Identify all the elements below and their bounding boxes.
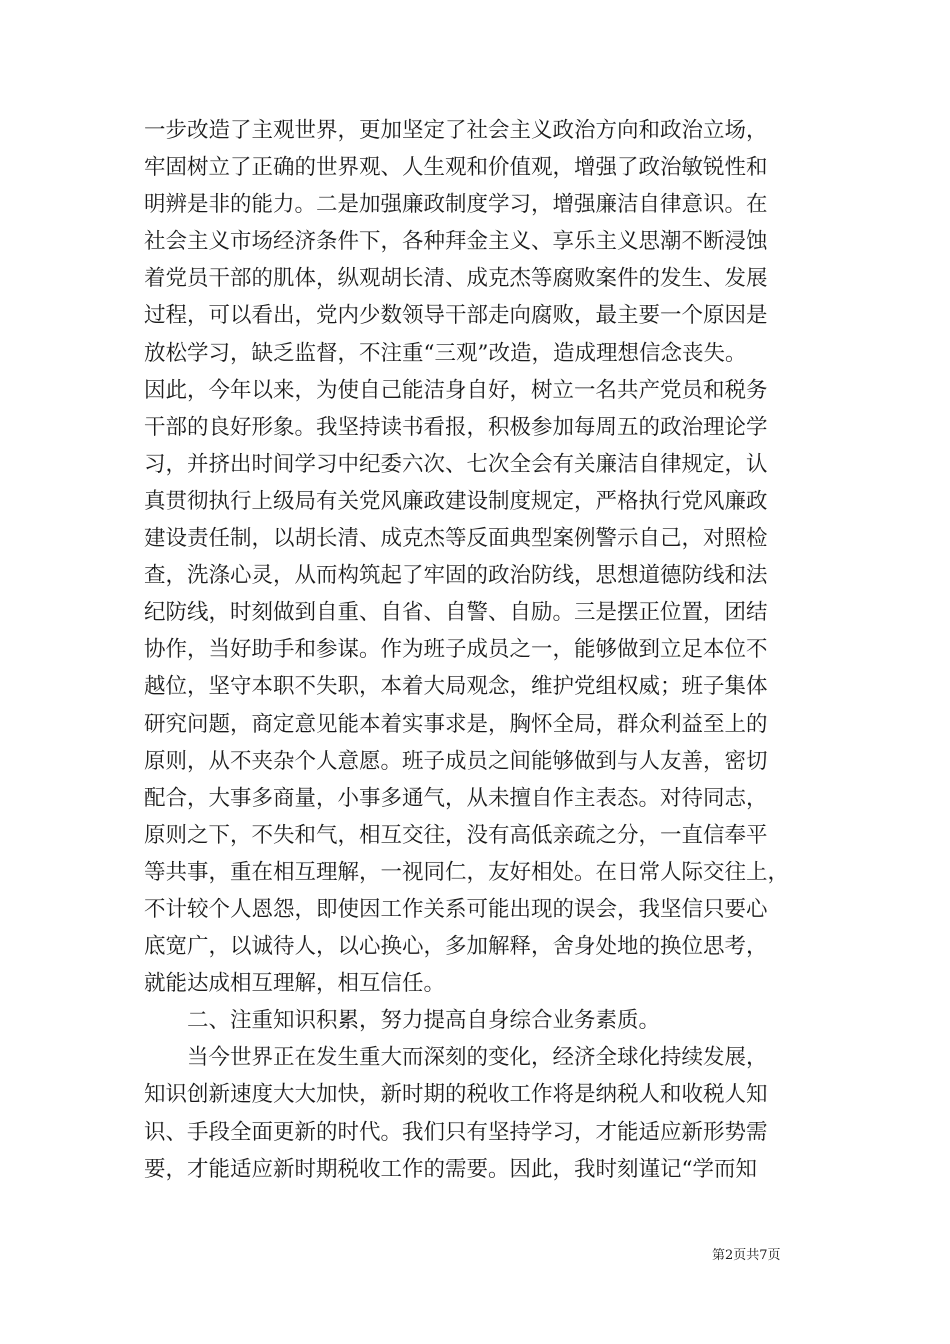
text-line: 知识创新速度大大加快，新时期的税收工作将是纳税人和收税人知 — [144, 1082, 768, 1108]
page-number: 第2页共7页 — [712, 1248, 781, 1263]
text-line: 配合，大事多商量，小事多通气，从未擅自作主表态。对待同志， — [144, 785, 768, 811]
text-line: 协作，当好助手和参谋。作为班子成员之一，能够做到立足本位不 — [144, 637, 768, 663]
text-line: 明辨是非的能力。二是加强廉政制度学习，增强廉洁自律意识。在 — [144, 192, 768, 218]
text-line: 干部的良好形象。我坚持读书看报，积极参加每周五的政治理论学 — [144, 414, 768, 440]
text-line: 过程，可以看出，党内少数领导干部走向腐败，最主要一个原因是 — [144, 303, 768, 329]
text-line: 一步改造了主观世界，更加坚定了社会主义政治方向和政治立场， — [144, 118, 768, 143]
text-line: 习，并挤出时间学习中纪委六次、七次全会有关廉洁自律规定，认 — [144, 451, 768, 477]
text-line: 就能达成相互理解，相互信任。 — [144, 971, 446, 997]
section-heading: 二、注重知识积累，努力提高自身综合业务素质。 — [187, 1008, 661, 1034]
text-line: 真贯彻执行上级局有关党风廉政建设制度规定，严格执行党风廉政 — [144, 488, 768, 514]
text-line: 牢固树立了正确的世界观、人生观和价值观，增强了政治敏锐性和 — [144, 155, 768, 181]
document-body — [144, 112, 824, 1188]
text-line: 因此，今年以来，为使自己能洁身自好，树立一名共产党员和税务 — [144, 377, 768, 403]
text-line: 不计较个人恩怨，即使因工作关系可能出现的误会，我坚信只要心 — [144, 896, 768, 922]
text-line: 查，洗涤心灵，从而构筑起了牢固的政治防线，思想道德防线和法 — [144, 563, 768, 589]
text-line: 原则，从不夹杂个人意愿。班子成员之间能够做到与人友善，密切 — [144, 748, 768, 774]
text-line: 等共事，重在相互理解，一视同仁，友好相处。在日常人际交往上， — [144, 859, 790, 885]
text-line: 要，才能适应新时期税收工作的需要。因此，我时刻谨记“学而知 — [144, 1156, 757, 1182]
paragraph-first-line: 当今世界正在发生重大而深刻的变化，经济全球化持续发展， — [187, 1045, 768, 1071]
text-line: 社会主义市场经济条件下，各种拜金主义、享乐主义思潮不断浸蚀 — [144, 229, 768, 255]
text-line: 着党员干部的肌体，纵观胡长清、成克杰等腐败案件的发生、发展 — [144, 266, 768, 292]
text-line: 越位，坚守本职不失职，本着大局观念，维护党组权威；班子集体 — [144, 674, 768, 700]
text-line: 放松学习，缺乏监督，不注重“三观”改造，造成理想信念丧失。 — [144, 340, 747, 366]
text-line: 研究问题，商定意见能本着实事求是，胸怀全局，群众利益至上的 — [144, 711, 768, 737]
text-line: 建设责任制，以胡长清、成克杰等反面典型案例警示自己，对照检 — [144, 526, 768, 552]
text-line: 纪防线，时刻做到自重、自省、自警、自励。三是摆正位置，团结 — [144, 600, 768, 626]
text-line: 底宽广，以诚待人，以心换心，多加解释，舍身处地的换位思考， — [144, 934, 768, 960]
text-line: 识、手段全面更新的时代。我们只有坚持学习，才能适应新形势需 — [144, 1119, 768, 1145]
text-line: 原则之下，不失和气，相互交往，没有高低亲疏之分，一直信奉平 — [144, 822, 768, 848]
